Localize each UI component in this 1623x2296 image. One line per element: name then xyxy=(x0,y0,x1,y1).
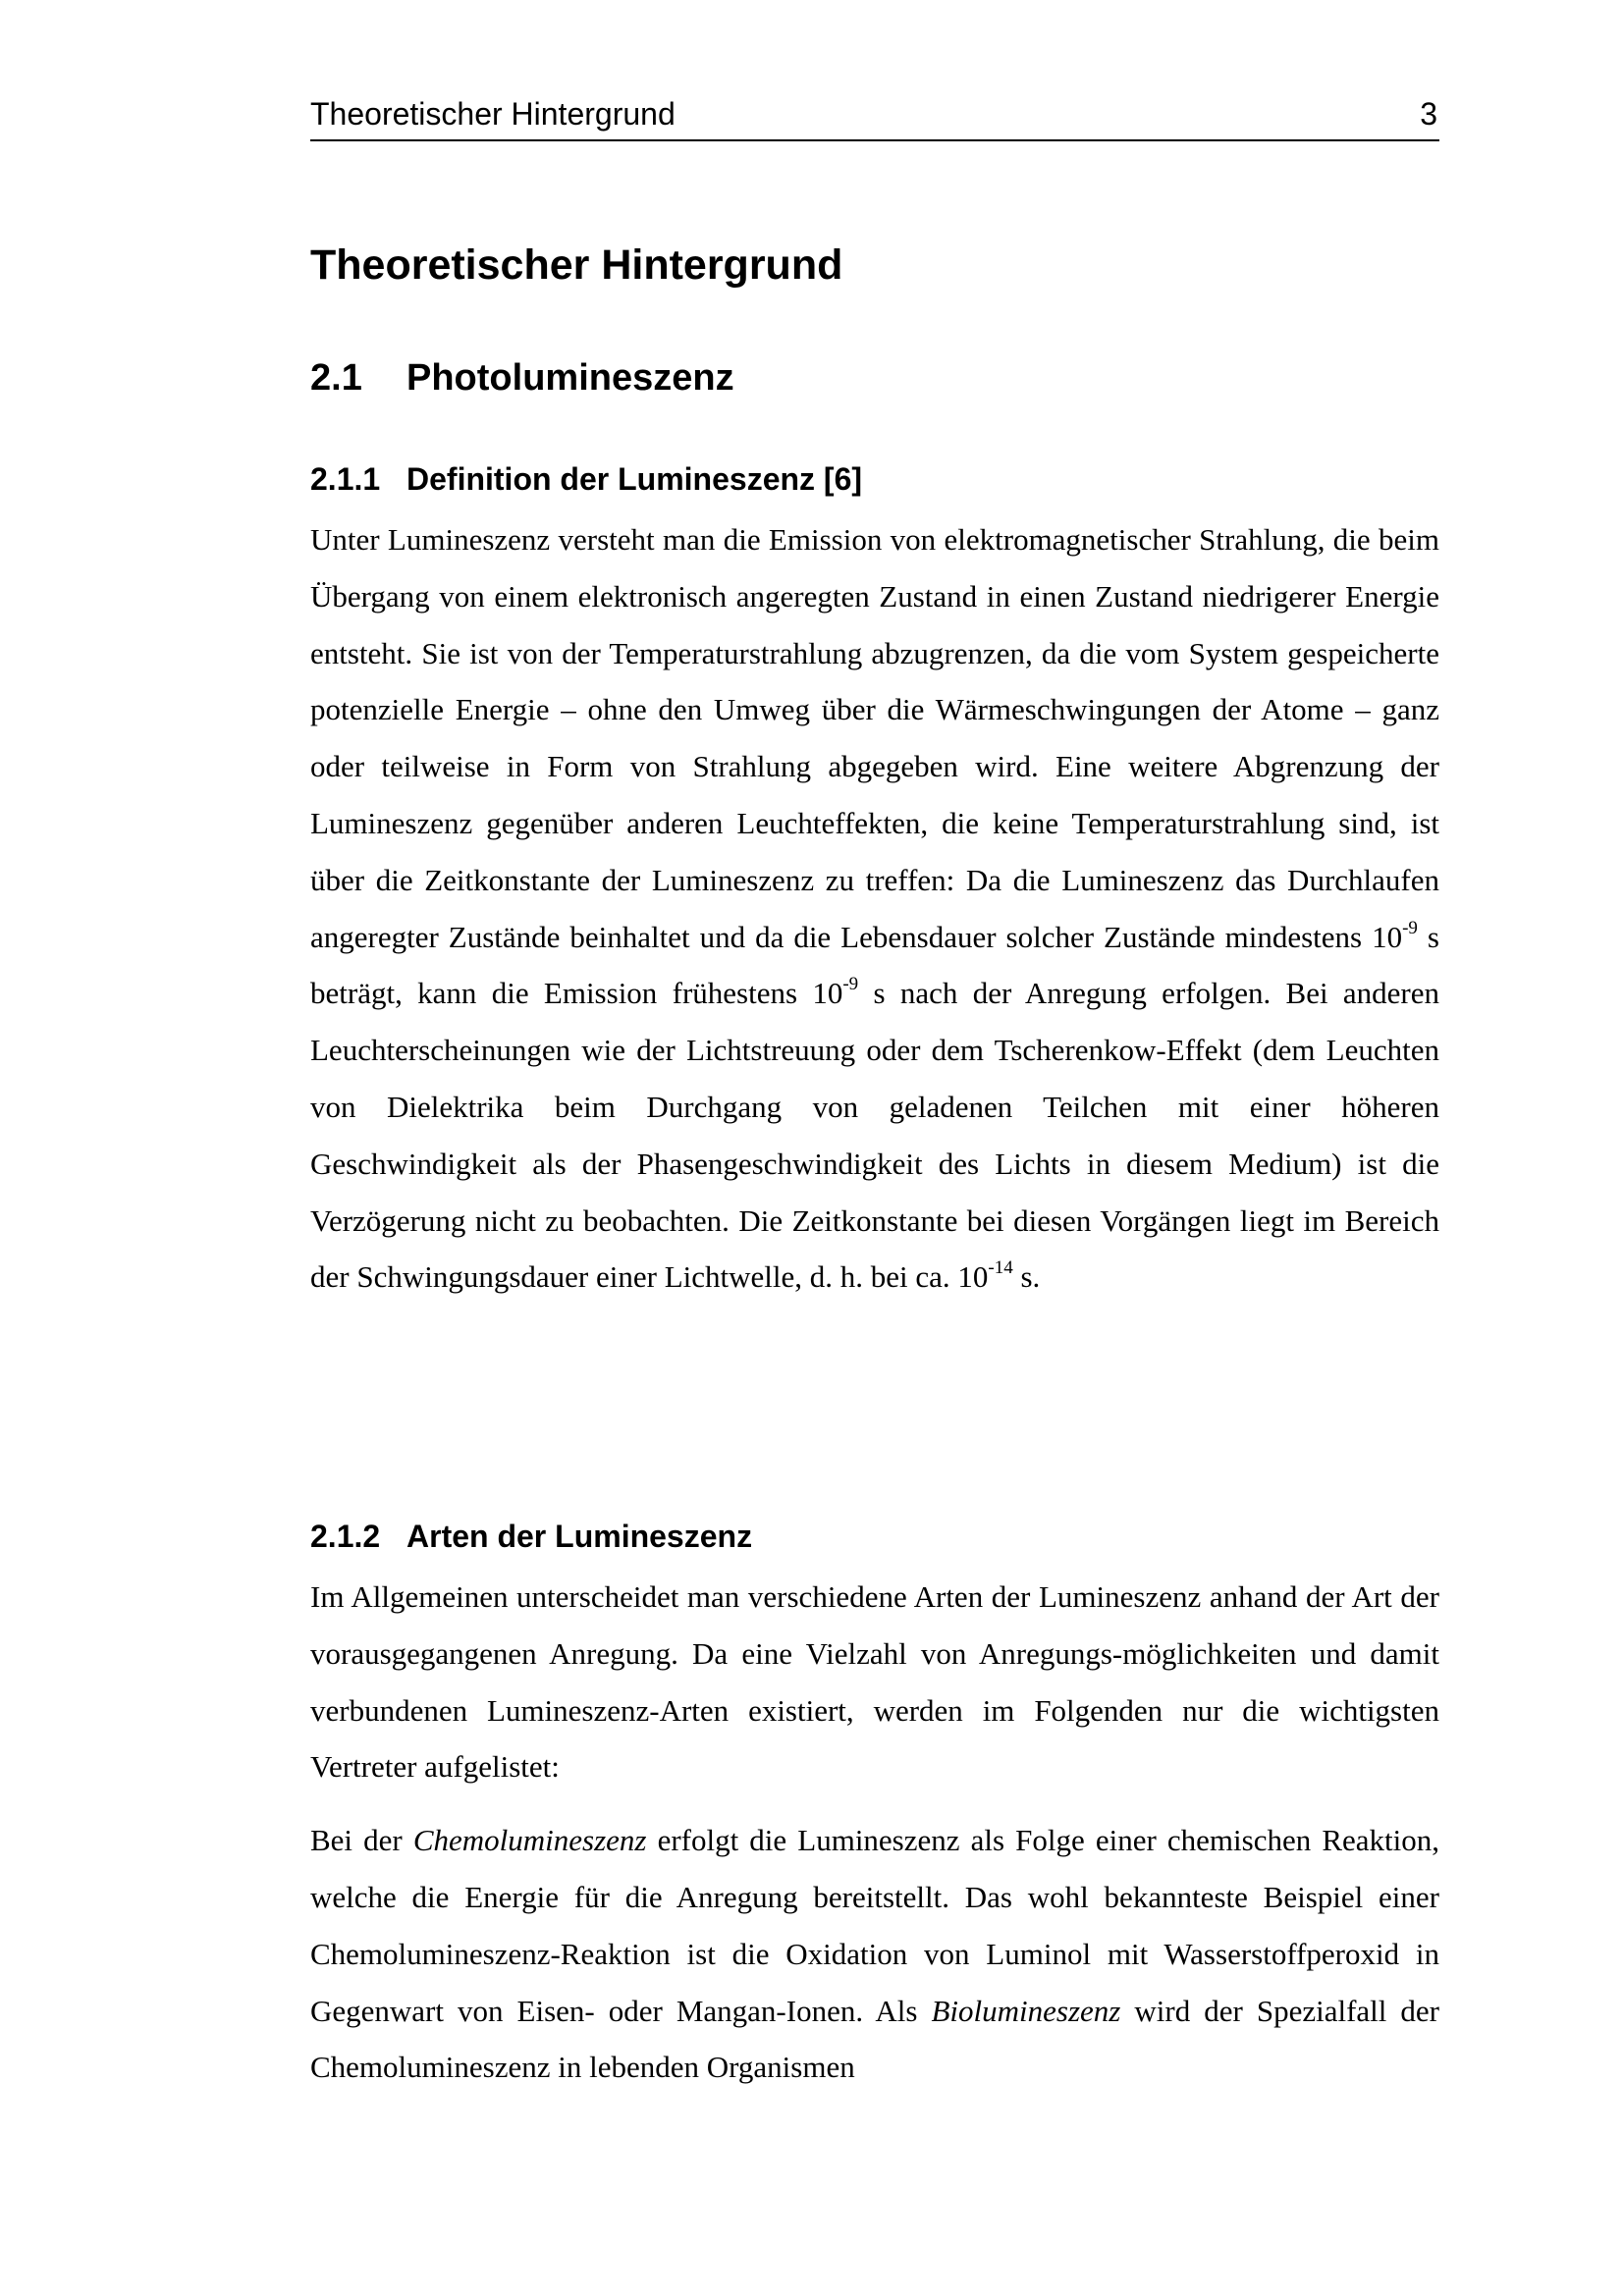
subsection-heading xyxy=(310,1519,1439,1555)
text-run: erfolgt die Lumineszenz als Folge einer chemischen Reaktion, welche die Energie für die Anregung bereitstellt. Das wohl bekannteste Beispiel einer Chemolumineszenz-Reaktion ist die Oxidation von Luminol mit Wasserstoffperoxid in Gegenwart von Eisen- oder Mangan-Ionen. Als xyxy=(310,1823,1439,2028)
subsection-types xyxy=(310,1519,1439,2096)
subsection-definition xyxy=(310,461,1439,1306)
text-run: Bei der xyxy=(310,1823,413,1858)
term-biolumineszenz: Biolumineszenz xyxy=(931,1993,1121,2028)
subsection-number: 2.1.1 xyxy=(310,461,381,497)
subsection-title: Definition der Lumineszenz [6] xyxy=(406,461,863,497)
subsection-heading xyxy=(310,461,1439,498)
text-run: Unter Lumineszenz versteht man die Emission von elektromagnetischer Strahlung, die beim Übergang von einem elektronisch angeregten Zustand in einen Zustand niedrigerer Energie entsteht. Sie ist von der Temperaturstrahlung abzugrenzen, da die vom System gespeicherte potenzielle Energie – ohne den Umweg über die Wärmeschwingungen der Atome – ganz oder teilweise in Form von Strahlung abgegeben wird. Eine weitere Abgrenzung der Lumineszenz gegenüber anderen Leuchteffekten, die keine Temperaturstrahlung sind, ist über die Zeitkonstante der Lumineszenz zu treffen: Da die Lumineszenz das Durchlaufen angeregter Zustände beinhaltet und da die Lebensdauer solcher Zustände mindestens 10 xyxy=(310,522,1439,954)
running-header-title: Theoretischer Hintergrund xyxy=(310,96,676,132)
section-title: Photolumineszenz xyxy=(406,357,734,399)
exponent: -9 xyxy=(842,974,859,995)
text-run: s. xyxy=(1012,1259,1041,1295)
text-run: s nach der Anregung erfolgen. Bei anderen Leuchterscheinungen wie der Lichtstreuung oder dem Tscherenkow-Effekt (dem Leuchten von Dielektrika beim Durchgang von geladenen Teilchen mit einer höheren Geschwindigkeit als der Phasengeschwindigkeit des Lichts in diesem Medium) ist die Verzögerung nicht zu beobachten. Die Zeitkonstante bei diesen Vorgängen liegt im Bereich der Schwingungsdauer einer Lichtwelle, d. h. bei ca. 10 xyxy=(310,976,1439,1295)
section-number: 2.1 xyxy=(310,357,362,399)
exponent: -14 xyxy=(988,1257,1013,1279)
subsection-number: 2.1.2 xyxy=(310,1519,381,1554)
section-heading xyxy=(310,357,734,400)
text-run: wird der Spezialfall der Chemolumineszenz in lebenden Organismen xyxy=(310,1993,1440,2085)
paragraph-types-intro: Im Allgemeinen unterscheidet man verschiedene Arten der Lumineszenz anhand der Art der vorausgegangenen Anregung. Da eine Vielzahl von Anregungs-möglichkeiten und damit verbundenen Lumineszenz-Arten existiert, werden im Folgenden nur die wichtigsten Vertreter aufgelistet: xyxy=(310,1579,1439,1785)
page-number: 3 xyxy=(1420,96,1437,132)
chapter-title: Theoretischer Hintergrund xyxy=(310,241,843,289)
text-run: s beträgt, kann die Emission frühestens 10 xyxy=(310,919,1439,1011)
exponent: -9 xyxy=(1402,917,1418,938)
paragraph-chemiluminescence xyxy=(310,1812,1439,2096)
running-header xyxy=(310,96,1439,141)
subsection-title: Arten der Lumineszenz xyxy=(406,1519,753,1554)
paragraph-definition xyxy=(310,511,1439,1306)
term-chemolumineszenz: Chemolumineszenz xyxy=(412,1823,647,1858)
